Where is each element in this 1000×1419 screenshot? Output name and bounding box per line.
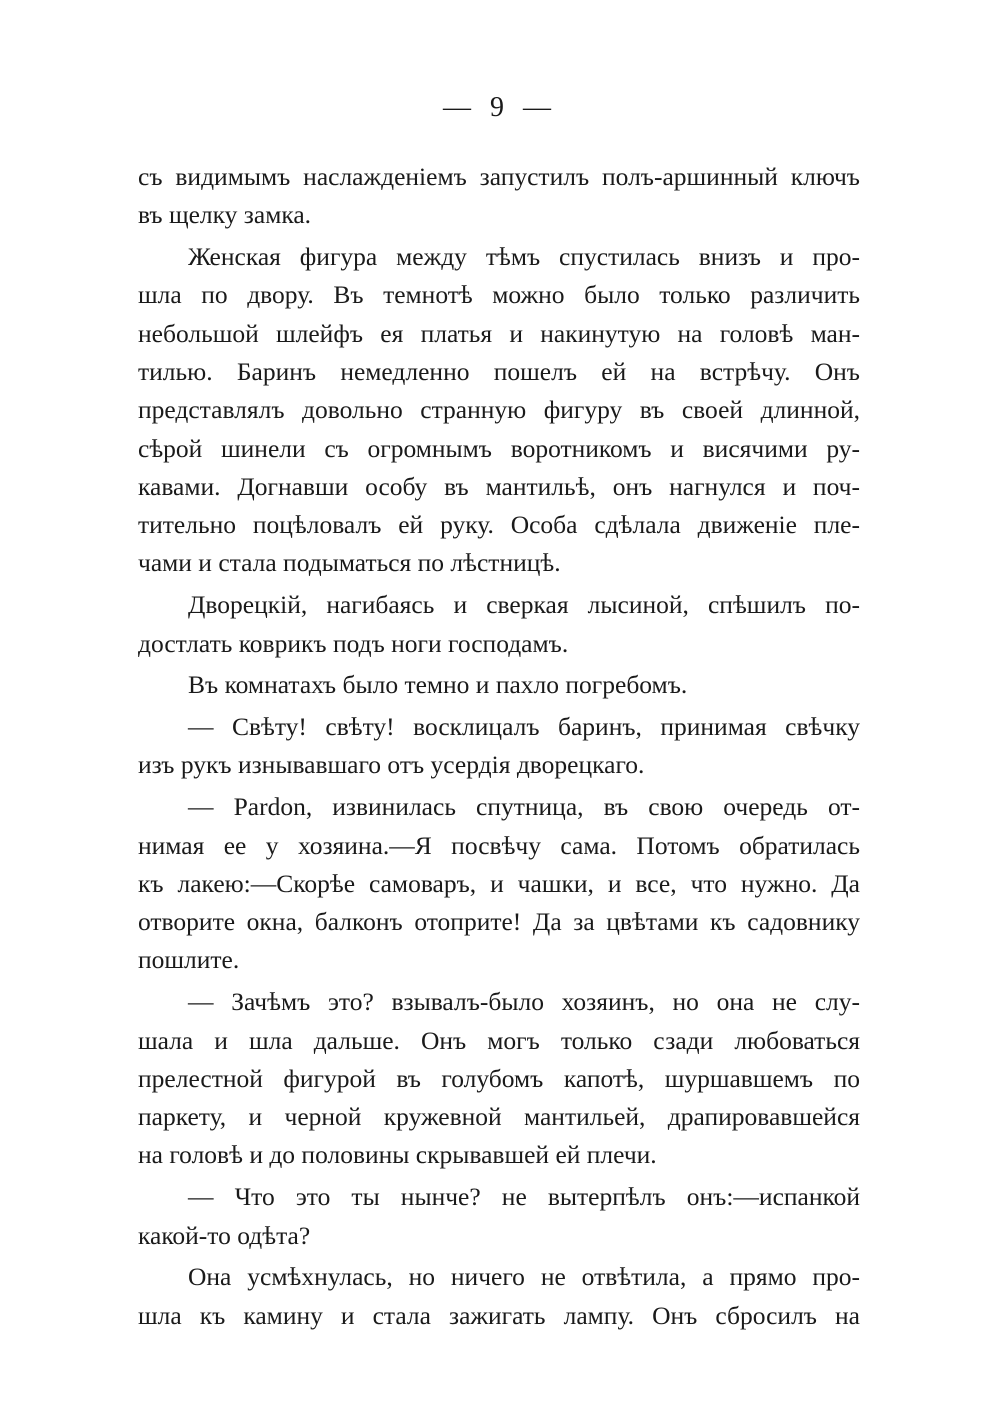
text-line: представлялъ довольно странную фигуру въ своей длинной,	[138, 395, 860, 425]
text-line: паркету, и черной кружевной мантильей, драпировавшейся	[138, 1102, 860, 1132]
text-line: сѣрой шинели съ огромнымъ воротникомъ и висячими ру-	[138, 433, 860, 463]
text-line: къ лакею:—Скорѣе самоваръ, и чашки, и все, что нужно. Да	[138, 868, 860, 898]
text-line: небольшой шлейфъ ея платья и накинутую на головѣ ман-	[138, 318, 860, 348]
text-line: въ щелку замка.	[138, 200, 312, 230]
text-line: Дворецкій, нагибаясь и сверкая лысиной, спѣшилъ по-	[188, 590, 860, 620]
text-line: шала и шла дальше. Онъ могъ только сзади любоваться	[138, 1025, 860, 1055]
text-line: на головѣ и до половины скрывавшей ей плечи.	[138, 1140, 657, 1170]
text-line: — Что это ты нынче? не вытерпѣлъ онъ:—испанкой	[188, 1182, 860, 1212]
text-line: шла по двору. Въ темнотѣ можно было только различить	[138, 280, 860, 310]
text-line: — Pardon, извинилась спутница, въ свою очередь от-	[188, 792, 860, 822]
text-line: тительно поцѣловалъ ей руку. Особа сдѣлала движеніе пле-	[138, 510, 860, 540]
text-line: отворите окна, балконъ отоприте! Да за цвѣтами къ садовнику	[138, 907, 860, 937]
text-line: шла къ камину и стала зажигать лампу. Онъ сбросилъ на	[138, 1300, 860, 1330]
text-line: прелестной фигурой въ голубомъ капотѣ, шуршавшемъ по	[138, 1063, 860, 1093]
text-line: достлать коврикъ подъ ноги господамъ.	[138, 628, 569, 658]
text-line: пошлите.	[138, 945, 240, 975]
text-line: кавами. Догнавши особу въ мантильѣ, онъ нагнулся и поч-	[138, 471, 860, 501]
text-line: съ видимымъ наслажденіемъ запустилъ полъ-аршинный ключъ	[138, 162, 860, 191]
text-line: изъ рукъ изнывавшаго отъ усердія дворецкаго.	[138, 750, 645, 780]
text-line: Она усмѣхнулась, но ничего не отвѣтила, а прямо про-	[188, 1262, 860, 1292]
page-number: — 9 —	[443, 92, 557, 123]
body-text	[138, 158, 860, 1335]
text-line: Женская фигура между тѣмъ спустилась внизъ и про-	[188, 242, 860, 272]
text-line: — Зачѣмъ это? взывалъ-было хозяинъ, но она не слу-	[188, 987, 860, 1017]
text-line: тилью. Баринъ немедленно пошелъ ей на встрѣчу. Онъ	[138, 356, 860, 386]
text-line: нимая ее у хозяина.—Я посвѣчу сама. Потомъ обратилась	[138, 830, 860, 860]
text-line: Въ комнатахъ было темно и пахло погребомъ.	[188, 670, 688, 700]
text-line: какой-то одѣта?	[138, 1220, 311, 1250]
text-line: чами и стала подыматься по лѣстницѣ.	[138, 548, 561, 578]
text-line: — Свѣту! свѣту! восклицалъ баринъ, принимая свѣчку	[188, 712, 860, 742]
